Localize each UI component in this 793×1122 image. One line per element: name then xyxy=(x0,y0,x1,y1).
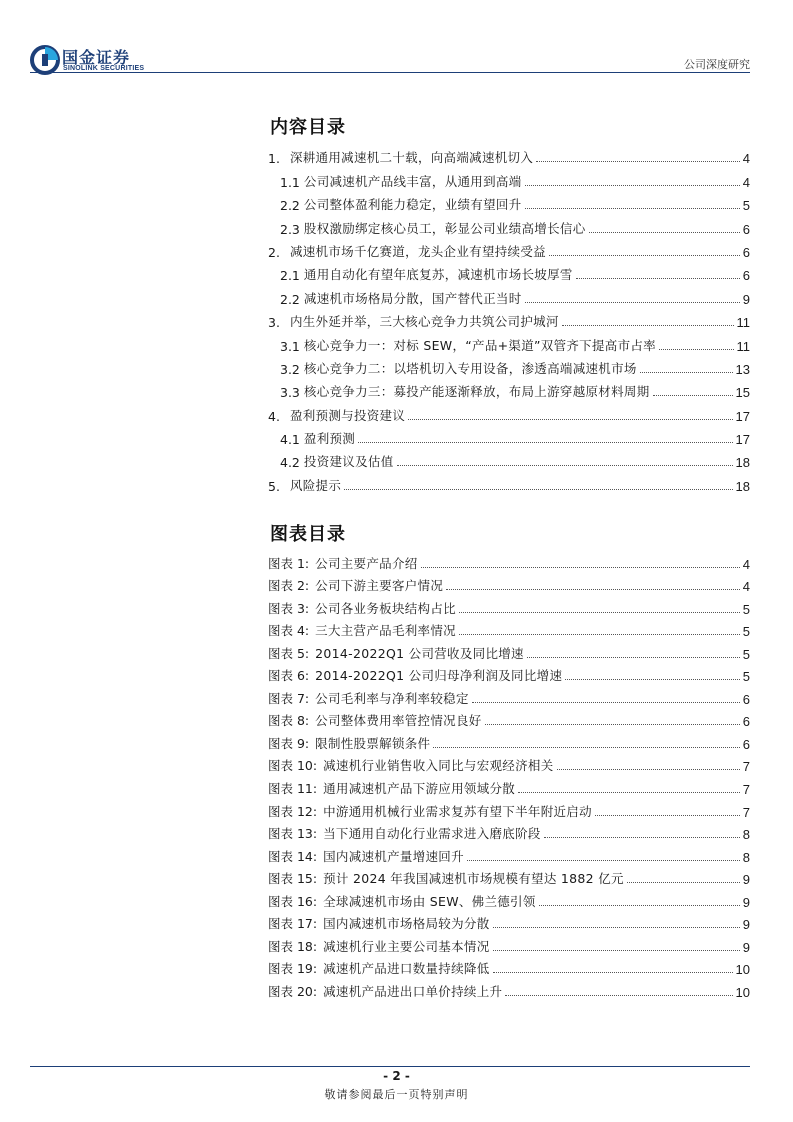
toc-entry[interactable] xyxy=(268,470,750,493)
figure-entry[interactable] xyxy=(268,639,750,662)
figure-entry-text: 全球减速机市场由 SEW、佛兰德引领 xyxy=(323,893,536,909)
toc-entry[interactable] xyxy=(268,400,750,423)
figure-leader-dots xyxy=(557,769,740,770)
logo-text-en: SINOLINK SECURITIES xyxy=(63,65,145,72)
figure-leader-dots xyxy=(527,657,740,658)
figure-entry-text: 2014-2022Q1 公司营收及同比增速 xyxy=(315,645,524,661)
toc-leader-dots xyxy=(525,302,740,303)
toc-entry-text: 通用自动化有望年底复苏，减速机市场长坡厚雪 xyxy=(303,267,573,283)
figure-entry-text: 公司整体费用率管控情况良好 xyxy=(315,713,482,729)
toc-leader-dots xyxy=(549,255,740,256)
figure-entry-text: 减速机产品进出口单价持续上升 xyxy=(323,983,503,999)
toc-entry[interactable] xyxy=(268,330,750,353)
figure-entry[interactable] xyxy=(268,752,750,775)
toc-entry-number: 5. xyxy=(268,478,280,494)
figure-entry-page: 5 xyxy=(742,624,750,640)
page-header xyxy=(0,0,793,80)
figure-entry-page: 9 xyxy=(742,894,750,910)
toc-entry-number: 1.1 xyxy=(280,174,300,190)
page-number: - 2 - xyxy=(383,1069,410,1083)
figure-entry-text: 限制性股票解锁条件 xyxy=(315,735,431,751)
toc-entry-page: 11 xyxy=(736,315,750,331)
toc-entry-text: 核心竞争力一：对标 SEW，“产品+渠道”双管齐下提高市占率 xyxy=(303,337,656,353)
toc-entry[interactable] xyxy=(268,260,750,283)
toc-entry[interactable] xyxy=(268,307,750,330)
toc-entry[interactable] xyxy=(268,190,750,213)
toc-entry-number: 3. xyxy=(268,315,280,331)
figure-entry-label: 图表 11: xyxy=(268,781,318,797)
figure-entry-text: 公司毛利率与净利率较稳定 xyxy=(315,690,469,706)
toc-entry-text: 公司减速机产品线丰富，从通用到高端 xyxy=(303,173,522,189)
toc-entry[interactable] xyxy=(268,283,750,306)
toc-entry[interactable] xyxy=(268,166,750,189)
header-divider xyxy=(30,72,750,73)
sinolink-logo-icon xyxy=(30,45,60,75)
toc-leader-dots xyxy=(408,419,732,420)
figure-entry-text: 减速机产品进口数量持续降低 xyxy=(323,961,490,977)
figure-entry-text: 国内减速机产量增速回升 xyxy=(323,848,464,864)
toc-entry-page: 6 xyxy=(742,221,750,237)
toc-entry-text: 减速机市场千亿赛道，龙头企业有望持续受益 xyxy=(289,243,546,259)
figure-entry-label: 图表 3: xyxy=(268,600,310,616)
toc-entry[interactable] xyxy=(268,354,750,377)
figure-entry-label: 图表 6: xyxy=(268,668,310,684)
toc-entry-page: 5 xyxy=(742,198,750,214)
figure-entry-page: 8 xyxy=(742,827,750,843)
toc-entry[interactable] xyxy=(268,447,750,470)
figure-entry-label: 图表 4: xyxy=(268,623,310,639)
figure-entry-label: 图表 2: xyxy=(268,578,310,594)
toc-entry-page: 18 xyxy=(735,478,750,494)
toc-entry-number: 4. xyxy=(268,408,280,424)
figure-leader-dots xyxy=(459,612,740,613)
figure-entry-label: 图表 17: xyxy=(268,916,318,932)
toc-entry-page: 6 xyxy=(742,268,750,284)
toc-leader-dots xyxy=(358,442,732,443)
toc-leader-dots xyxy=(525,208,740,209)
figure-entry[interactable] xyxy=(268,617,750,640)
toc-leader-dots xyxy=(397,465,733,466)
figure-entry-label: 图表 12: xyxy=(268,803,318,819)
figure-leader-dots xyxy=(539,905,740,906)
figure-entry-page: 7 xyxy=(742,782,750,798)
figure-entry[interactable] xyxy=(268,797,750,820)
figure-entry-page: 9 xyxy=(742,872,750,888)
toc-entry-page: 6 xyxy=(742,244,750,260)
figure-entry-text: 通用减速机产品下游应用领域分散 xyxy=(323,781,516,797)
figure-entry-label: 图表 19: xyxy=(268,961,318,977)
figure-entry-text: 减速机行业主要公司基本情况 xyxy=(323,938,490,954)
figure-entry-page: 5 xyxy=(742,601,750,617)
toc-entry-text: 深耕通用减速机二十载，向高端减速机切入 xyxy=(289,150,534,166)
figure-entry-page: 6 xyxy=(742,691,750,707)
figure-entry[interactable] xyxy=(268,842,750,865)
figure-entry-page: 5 xyxy=(742,669,750,685)
figure-entry-text: 预计 2024 年我国减速机市场规模有望达 1882 亿元 xyxy=(323,871,624,887)
figure-leader-dots xyxy=(544,837,740,838)
toc-entry-page: 18 xyxy=(735,455,750,471)
figures-list xyxy=(268,549,750,1000)
toc-entry-number: 3.3 xyxy=(280,385,300,401)
figure-entry[interactable] xyxy=(268,932,750,955)
figure-leader-dots xyxy=(467,860,740,861)
figure-leader-dots xyxy=(433,747,739,748)
figure-entry-label: 图表 5: xyxy=(268,645,310,661)
figure-entry-page: 6 xyxy=(742,714,750,730)
figure-entry[interactable] xyxy=(268,865,750,888)
figure-entry[interactable] xyxy=(268,662,750,685)
figure-entry-text: 公司各业务板块结构占比 xyxy=(315,600,456,616)
toc-leader-dots xyxy=(536,161,740,162)
toc-entry[interactable] xyxy=(268,424,750,447)
figure-entry[interactable] xyxy=(268,572,750,595)
toc-entry-text: 盈利预测与投资建议 xyxy=(289,407,406,423)
toc-leader-dots xyxy=(525,185,740,186)
toc-entry[interactable] xyxy=(268,213,750,236)
toc-list xyxy=(268,143,750,494)
toc-entry-text: 风险提示 xyxy=(289,477,342,493)
toc-entry-text: 核心竞争力二：以塔机切入专用设备，渗透高端减速机市场 xyxy=(303,360,637,376)
toc-entry-page: 4 xyxy=(742,174,750,190)
figure-entry[interactable] xyxy=(268,684,750,707)
toc-entry[interactable] xyxy=(268,143,750,166)
toc-entry-page: 15 xyxy=(735,385,750,401)
figure-leader-dots xyxy=(459,634,740,635)
company-logo xyxy=(30,45,160,79)
figure-entry-page: 4 xyxy=(742,579,750,595)
figure-entry[interactable] xyxy=(268,594,750,617)
figure-entry[interactable] xyxy=(268,707,750,730)
toc-entry-number: 1. xyxy=(268,151,280,167)
figure-entry[interactable] xyxy=(268,820,750,843)
figure-entry-label: 图表 15: xyxy=(268,871,318,887)
figure-entry-label: 图表 1: xyxy=(268,555,310,571)
toc-entry-number: 3.2 xyxy=(280,361,300,377)
figure-entry-page: 5 xyxy=(742,646,750,662)
toc-leader-dots xyxy=(344,489,732,490)
figure-entry-page: 9 xyxy=(742,939,750,955)
toc-entry-text: 公司整体盈利能力稳定，业绩有望回升 xyxy=(303,197,522,213)
figure-entry-page: 10 xyxy=(735,984,750,1000)
figure-leader-dots xyxy=(493,950,740,951)
toc-entry-number: 2.3 xyxy=(280,221,300,237)
figure-entry-label: 图表 18: xyxy=(268,938,318,954)
figure-leader-dots xyxy=(627,882,740,883)
figure-entry-text: 减速机行业销售收入同比与宏观经济相关 xyxy=(323,758,554,774)
toc-entry-page: 4 xyxy=(742,151,750,167)
toc-entry-text: 盈利预测 xyxy=(303,431,356,447)
figures-title: 图表目录 xyxy=(270,524,346,545)
figure-entry[interactable] xyxy=(268,955,750,978)
toc-entry-number: 2.2 xyxy=(280,291,300,307)
figure-entry[interactable] xyxy=(268,910,750,933)
toc-leader-dots xyxy=(562,325,734,326)
toc-entry[interactable] xyxy=(268,377,750,400)
toc-entry-number: 4.1 xyxy=(280,432,300,448)
toc-title: 内容目录 xyxy=(270,117,346,138)
footer-divider xyxy=(30,1066,750,1067)
figure-entry-label: 图表 14: xyxy=(268,848,318,864)
figure-leader-dots xyxy=(493,972,733,973)
toc-entry-page: 17 xyxy=(735,432,750,448)
toc-leader-dots xyxy=(589,232,740,233)
toc-entry-number: 2.1 xyxy=(280,268,300,284)
toc-entry-page: 17 xyxy=(735,408,750,424)
figure-entry[interactable] xyxy=(268,774,750,797)
figure-leader-dots xyxy=(565,679,740,680)
figure-leader-dots xyxy=(493,927,740,928)
toc-entry-number: 2.2 xyxy=(280,198,300,214)
figure-entry-label: 图表 16: xyxy=(268,893,318,909)
toc-leader-dots xyxy=(653,395,733,396)
toc-leader-dots xyxy=(576,278,740,279)
toc-entry-number: 4.2 xyxy=(280,455,300,471)
figure-entry-text: 中游通用机械行业需求复苏有望下半年附近启动 xyxy=(323,803,592,819)
figure-leader-dots xyxy=(485,724,740,725)
figure-entry-label: 图表 13: xyxy=(268,826,318,842)
figure-entry-text: 当下通用自动化行业需求进入磨底阶段 xyxy=(323,826,541,842)
figure-entry-page: 10 xyxy=(735,962,750,978)
figure-leader-dots xyxy=(518,792,740,793)
figure-leader-dots xyxy=(472,702,740,703)
figure-entry-text: 公司下游主要客户情况 xyxy=(315,578,444,594)
figure-leader-dots xyxy=(421,567,740,568)
toc-leader-dots xyxy=(659,349,734,350)
figure-entry-page: 9 xyxy=(742,917,750,933)
toc-entry-text: 股权激励绑定核心员工，彰显公司业绩高增长信心 xyxy=(303,220,586,236)
figure-entry[interactable] xyxy=(268,549,750,572)
figure-entry[interactable] xyxy=(268,887,750,910)
figure-entry[interactable] xyxy=(268,729,750,752)
report-type: 公司深度研究 xyxy=(684,58,750,71)
figure-entry-page: 7 xyxy=(742,759,750,775)
toc-entry-text: 核心竞争力三：募投产能逐渐释放，布局上游穿越原材料周期 xyxy=(303,384,650,400)
figure-leader-dots xyxy=(505,995,732,996)
toc-entry-number: 2. xyxy=(268,244,280,260)
figure-entry-text: 2014-2022Q1 公司归母净利润及同比增速 xyxy=(315,668,563,684)
logo-text-cn: 国金证券 xyxy=(62,48,131,67)
figure-entry-page: 8 xyxy=(742,849,750,865)
toc-entry-text: 减速机市场格局分散，国产替代正当时 xyxy=(303,290,522,306)
toc-entry-page: 9 xyxy=(742,291,750,307)
figure-entry-text: 三大主营产品毛利率情况 xyxy=(315,623,456,639)
toc-entry-page: 13 xyxy=(735,361,750,377)
disclaimer-text: 敬请参阅最后一页特别声明 xyxy=(324,1088,469,1101)
figure-entry[interactable] xyxy=(268,977,750,1000)
figure-entry-page: 7 xyxy=(742,804,750,820)
toc-entry[interactable] xyxy=(268,237,750,260)
toc-entry-text: 内生外延并举，三大核心竞争力共筑公司护城河 xyxy=(289,314,559,330)
figure-entry-label: 图表 10: xyxy=(268,758,318,774)
figure-entry-label: 图表 7: xyxy=(268,690,310,706)
figure-entry-page: 4 xyxy=(742,556,750,572)
figure-entry-text: 公司主要产品介绍 xyxy=(315,555,418,571)
figure-leader-dots xyxy=(446,589,740,590)
toc-entry-text: 投资建议及估值 xyxy=(303,454,394,470)
figure-entry-label: 图表 8: xyxy=(268,713,310,729)
figure-entry-label: 图表 20: xyxy=(268,983,318,999)
figure-leader-dots xyxy=(595,815,740,816)
toc-leader-dots xyxy=(640,372,733,373)
figure-entry-page: 6 xyxy=(742,736,750,752)
figure-entry-text: 国内减速机市场格局较为分散 xyxy=(323,916,490,932)
toc-entry-number: 3.1 xyxy=(280,338,300,354)
toc-entry-page: 11 xyxy=(736,338,750,354)
figure-entry-label: 图表 9: xyxy=(268,735,310,751)
